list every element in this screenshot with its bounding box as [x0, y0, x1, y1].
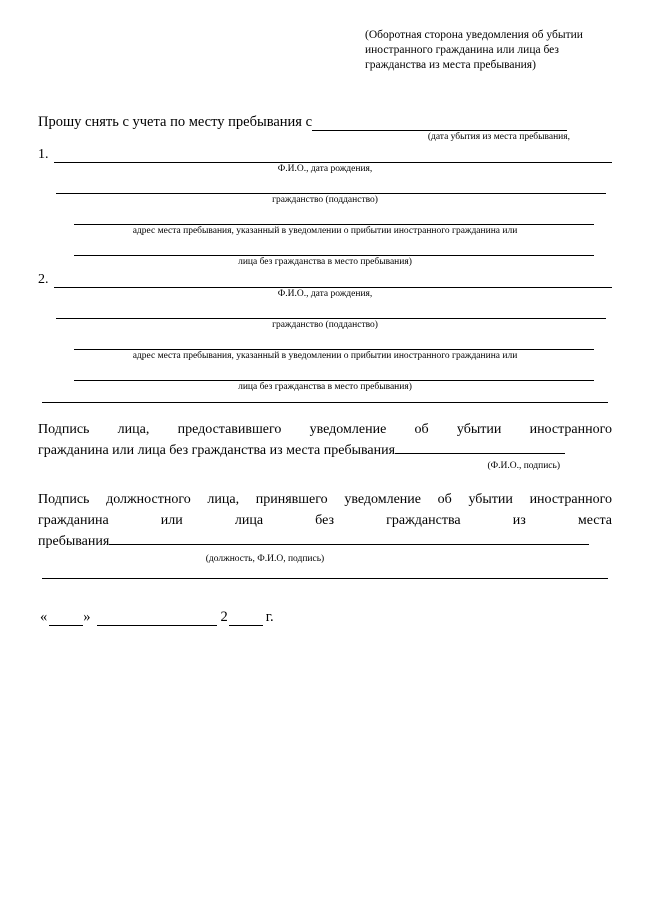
signature-official-line-3-row — [38, 531, 612, 552]
person-1-address-caption-2: лица без гражданства в место пребывания) — [238, 256, 412, 267]
quote-close: » — [83, 609, 91, 626]
signature-official-block — [38, 489, 612, 566]
signature-person-line-2: гражданина или лица без гражданства из места пребывания — [38, 442, 396, 458]
person-2-address-field-2[interactable] — [74, 367, 594, 381]
quote-open: « — [40, 609, 48, 626]
person-2-citizenship-caption: гражданство (подданство) — [272, 319, 378, 330]
signature-person-caption: (Ф.И.О., подпись) — [487, 460, 560, 471]
person-2-name-row — [38, 273, 612, 288]
person-block-2 — [38, 273, 612, 392]
person-2-number: 2. — [38, 271, 49, 287]
signature-official-field[interactable] — [109, 531, 589, 545]
year-suffix: г. — [265, 609, 274, 626]
header-note: (Оборотная сторона уведомления об убытии иностранного гражданина или лица без гражданства из места пребывания) — [365, 29, 583, 72]
year-prefix: 2 — [220, 609, 228, 626]
intro-line — [38, 114, 612, 131]
signature-person-block — [38, 419, 612, 473]
signature-person-line-1: Подпись лица, предоставившего уведомление об убытии иностранного — [38, 421, 612, 437]
person-block-1 — [38, 148, 612, 267]
person-1-name-row — [38, 148, 612, 163]
person-2-citizenship-field[interactable] — [56, 305, 606, 319]
footer-divider — [42, 578, 608, 579]
person-1-address-field-1[interactable] — [74, 211, 594, 225]
person-2-name-caption: Ф.И.О., дата рождения, — [277, 288, 373, 299]
person-1-name-field[interactable] — [54, 148, 612, 163]
person-1-address-caption-1: адрес места пребывания, указанный в уведомлении о прибытии иностранного гражданина или — [132, 225, 518, 236]
signature-official-caption: (должность, Ф.И.О, подпись) — [205, 553, 325, 564]
person-1-citizenship-field[interactable] — [56, 180, 606, 194]
person-1-address-field-2[interactable] — [74, 242, 594, 256]
signature-person-line-2-row — [38, 440, 612, 461]
signature-official-line-3: пребывания — [38, 533, 110, 549]
person-2-name-field[interactable] — [54, 273, 612, 288]
intro-text: Прошу снять с учета по месту пребывания с — [38, 113, 313, 130]
signature-official-line-1: Подпись должностного лица, принявшего уведомление об убытии иностранного — [38, 491, 612, 507]
person-1-number: 1. — [38, 146, 49, 162]
day-field[interactable] — [49, 612, 83, 626]
date-line — [38, 609, 612, 626]
departure-date-field[interactable] — [312, 117, 567, 131]
person-2-address-caption-2: лица без гражданства в место пребывания) — [238, 381, 412, 392]
section-divider — [42, 402, 608, 403]
person-2-address-caption-1: адрес места пребывания, указанный в уведомлении о прибытии иностранного гражданина или — [132, 350, 518, 361]
signature-person-field[interactable] — [395, 440, 565, 454]
person-1-citizenship-caption: гражданство (подданство) — [272, 194, 378, 205]
year-field[interactable] — [229, 612, 263, 626]
person-1-name-caption: Ф.И.О., дата рождения, — [277, 163, 373, 174]
month-field[interactable] — [97, 612, 217, 626]
person-2-address-field-1[interactable] — [74, 336, 594, 350]
intro-caption: (дата убытия из места пребывания, — [427, 131, 570, 142]
signature-official-line-2: гражданина или лица без гражданства из места — [38, 512, 612, 528]
